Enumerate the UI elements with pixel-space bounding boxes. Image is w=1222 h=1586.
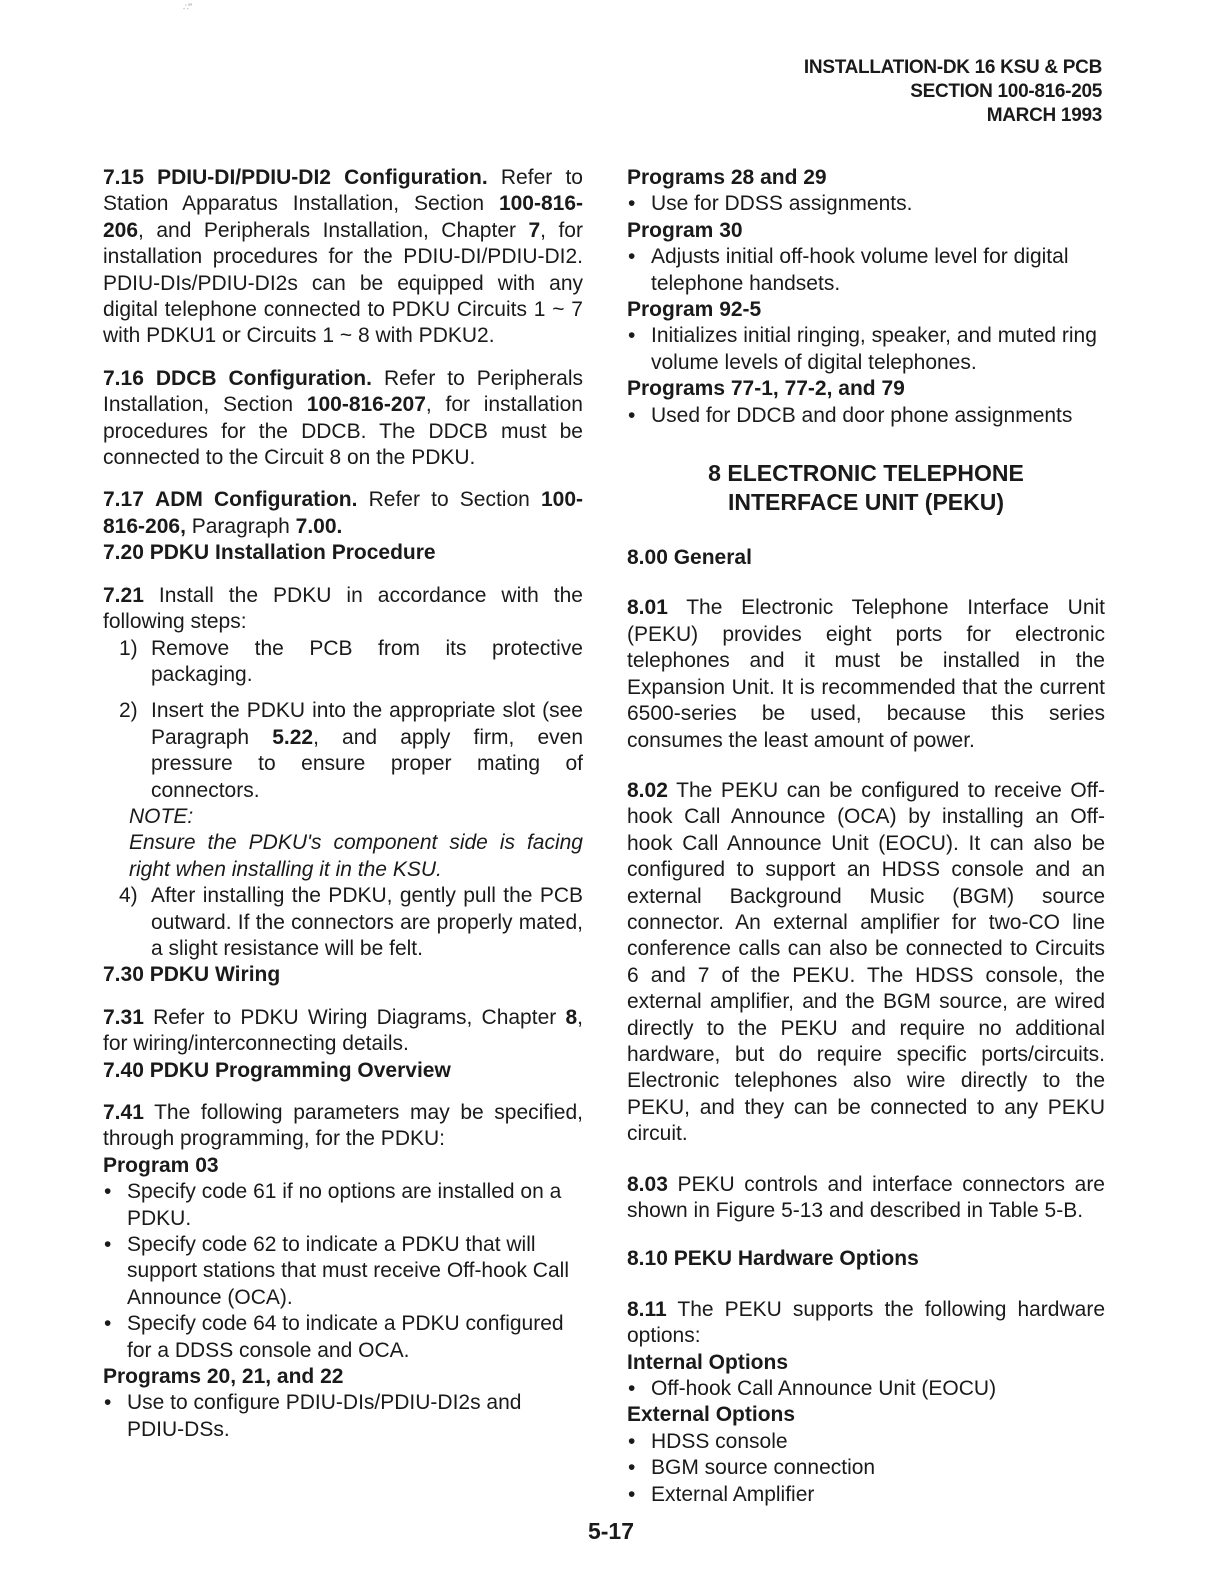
para-number: 7.17 xyxy=(103,488,144,512)
external-options-heading: External Options xyxy=(627,1403,796,1427)
para-title: DDCB Configuration. xyxy=(155,366,372,390)
list-item: • BGM source connection xyxy=(627,1455,1105,1481)
para-text: , for installation procedures for the DDCB. The DDCB must be connected to the Circuit 8 on the PDKU. xyxy=(103,393,583,470)
para-text: , for wiring/interconnecting details. xyxy=(103,1005,583,1056)
heading-7-30: 7.30 PDKU Wiring xyxy=(103,963,281,987)
para-text: PEKU controls and interface connectors are shown in Figure 5-13 and described in Table 5-B. xyxy=(627,1172,1105,1222)
section-ref: 100-816-207 xyxy=(306,393,426,417)
para-number: 8.03 xyxy=(627,1172,668,1196)
section-ref: 100-816-206 xyxy=(103,192,583,242)
paragraph-8-01 xyxy=(627,595,1105,753)
para-text: Refer to Station Apparatus Installation, Section xyxy=(103,166,583,216)
list-item: • External Amplifier xyxy=(627,1482,1105,1508)
list-item: • Used for DDCB and door phone assignments xyxy=(627,403,1105,429)
para-title: PDIU-DI/PDIU-DI2 Configuration. xyxy=(157,166,488,189)
list-item: • Off-hook Call Announce Unit (EOCU) xyxy=(627,1376,1105,1402)
list-item: • Initializes initial ringing, speaker, and muted ring volume levels of digital telephones. xyxy=(627,323,1105,376)
scan-mark: ∴‴ xyxy=(183,2,192,12)
paragraph-7-31 xyxy=(103,1005,583,1058)
step-text: After installing the PDKU, gently pull the PCB outward. If the connectors are properly mated, a slight resistance will be felt. xyxy=(151,884,583,960)
list-item: • HDSS console xyxy=(627,1429,1105,1455)
step-item xyxy=(103,883,583,962)
program-30-list xyxy=(627,244,1105,297)
programs-77-list xyxy=(627,403,1105,429)
internal-options-list xyxy=(627,1376,1105,1402)
list-item: • Specify code 62 to indicate a PDKU that will support stations that must receive Off-hook Call Announce (OCA). xyxy=(103,1232,583,1311)
header-date: MARCH 1993 xyxy=(986,105,1102,126)
program-30-heading: Program 30 xyxy=(627,218,743,242)
note-label: NOTE: xyxy=(129,804,194,828)
programs-20-list xyxy=(103,1390,583,1443)
heading-8-10: 8.10 PEKU Hardware Options xyxy=(627,1247,919,1271)
page-header xyxy=(804,56,1102,128)
step-text: , and apply firm, even pressure to ensure proper mating of connectors. xyxy=(151,725,583,802)
section-title-line: 8 ELECTRONIC TELEPHONE xyxy=(708,460,1024,487)
para-text: Paragraph xyxy=(185,514,296,538)
para-number: 8.01 xyxy=(627,596,668,620)
header-title: INSTALLATION-DK 16 KSU & PCB xyxy=(803,57,1102,78)
step-text: Remove the PCB from its protective packaging. xyxy=(151,636,583,686)
programs-28-heading: Programs 28 and 29 xyxy=(627,166,827,189)
program-03-heading: Program 03 xyxy=(103,1153,219,1177)
step-text: Insert the PDKU into the appropriate slot (see Paragraph xyxy=(151,699,583,749)
program-92-5-heading: Program 92-5 xyxy=(627,298,762,322)
page-number: 5-17 xyxy=(587,1518,635,1544)
para-text: , and Peripherals Installation, Chapter xyxy=(138,218,529,242)
paragraph-8-02 xyxy=(627,778,1105,1148)
section-ref: 100-816-206, xyxy=(103,488,584,538)
para-number: 7.31 xyxy=(103,1005,144,1029)
paragraph-7-16 xyxy=(103,366,583,472)
paragraph-7-41 xyxy=(103,1100,583,1153)
step-number: 4) xyxy=(119,884,138,908)
para-number: 7.41 xyxy=(103,1101,144,1124)
list-item: • Specify code 61 if no options are installed on a PDKU. xyxy=(103,1179,583,1232)
para-text: The PEKU supports the following hardware options: xyxy=(627,1297,1105,1348)
step-item xyxy=(103,698,583,804)
heading-7-20: 7.20 PDKU Installation Procedure xyxy=(103,541,436,565)
para-text: Refer to Section xyxy=(357,488,541,512)
section-title-line: INTERFACE UNIT (PEKU) xyxy=(728,489,1004,516)
para-number: 7.16 xyxy=(103,366,144,390)
para-text: The Electronic Telephone Interface Unit (PEKU) provides eight ports for electronic telephones and it must be installed in the Expansion Unit. It is recommended that the current 6500-series be used, because this series consumes the least amount of power. xyxy=(627,596,1105,752)
programs-28-list xyxy=(627,191,1105,217)
paragraph-8-11 xyxy=(627,1297,1105,1350)
step-number: 1) xyxy=(119,636,138,660)
paragraph-7-15 xyxy=(103,165,583,350)
note-text: Ensure the PDKU's component side is facing right when installing it in the KSU. xyxy=(129,831,583,881)
chapter-ref: 7 xyxy=(528,218,541,242)
heading-7-40: 7.40 PDKU Programming Overview xyxy=(103,1058,451,1082)
section-8-title xyxy=(627,459,1105,517)
para-text: Refer to Peripherals Installation, Section xyxy=(103,366,583,417)
list-item: • Specify code 64 to indicate a PDKU configured for a DDSS console and OCA. xyxy=(103,1311,583,1364)
paragraph-ref: 5.22 xyxy=(272,725,314,749)
install-steps xyxy=(103,636,583,804)
install-steps-continued xyxy=(103,883,583,962)
list-item: • Adjusts initial off-hook volume level for digital telephone handsets. xyxy=(627,244,1105,297)
paragraph-7-17 xyxy=(103,487,583,540)
programs-20-heading: Programs 20, 21, and 22 xyxy=(103,1365,344,1389)
program-92-5-list xyxy=(627,323,1105,376)
step-item xyxy=(103,636,583,689)
list-item: • Use for DDSS assignments. xyxy=(627,191,1105,217)
list-item: • Use to configure PDIU-DIs/PDIU-DI2s and PDIU-DSs. xyxy=(103,1390,583,1443)
program-03-list xyxy=(103,1179,583,1364)
heading-8-00: 8.00 General xyxy=(627,546,752,570)
para-text: The following parameters may be specified, through programming, for the PDKU: xyxy=(103,1101,583,1151)
para-text: , for installation procedures for the PDIU-DI/PDIU-DI2. PDIU-DIs/PDIU-DI2s can be equipped with any digital telephone connected to PDKU Circuits 1 ~ 7 with PDKU1 or Circuits 1 ~ 8 with PDKU2. xyxy=(103,218,583,348)
left-column xyxy=(103,165,583,1443)
programs-77-heading: Programs 77-1, 77-2, and 79 xyxy=(627,377,905,401)
paragraph-7-21 xyxy=(103,583,583,636)
para-title: ADM Configuration. xyxy=(155,488,358,512)
right-column xyxy=(627,165,1105,1508)
para-number: 7.15 xyxy=(103,166,144,189)
para-number: 8.11 xyxy=(627,1297,667,1321)
paragraph-8-03 xyxy=(627,1172,1105,1225)
para-number: 7.21 xyxy=(103,583,144,607)
paragraph-ref: 7.00. xyxy=(295,514,343,538)
para-number: 8.02 xyxy=(627,778,668,802)
internal-options-heading: Internal Options xyxy=(627,1350,789,1374)
external-options-list xyxy=(627,1429,1105,1508)
para-text: The PEKU can be configured to receive Off-hook Call Announce (OCA) by installing an Off-hook Call Announce Unit (EOCU). It can also be configured to support an HDSS console and an external Background Music (BGM) source connector. An external amplifier for two-CO line conference calls can also be connected to Circuits 6 and 7 of the PEKU. The HDSS console, the external amplifier, and the BGM source, are wired directly to the PEKU and require no additional hardware, but do require specific ports/circuits. Electronic telephones also wire directly to the PEKU, and they can be connected to any PEKU circuit. xyxy=(627,778,1105,1146)
header-section: SECTION 100-816-205 xyxy=(910,81,1102,102)
step-number: 2) xyxy=(119,699,138,723)
para-text: Install the PDKU in accordance with the following steps: xyxy=(103,583,583,634)
chapter-ref: 8 xyxy=(565,1005,578,1029)
para-text: Refer to PDKU Wiring Diagrams, Chapter xyxy=(143,1005,566,1029)
